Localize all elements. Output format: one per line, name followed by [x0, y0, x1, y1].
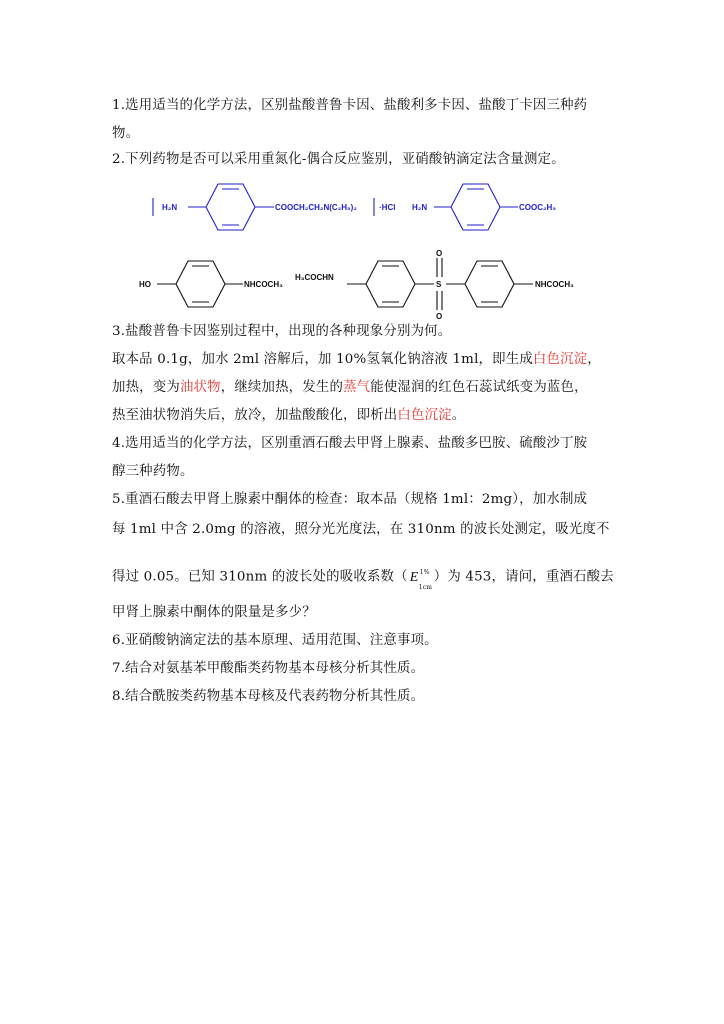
- q3-line3-end: 。: [451, 408, 466, 423]
- question-4-line-2: 醇三种药物。: [112, 464, 194, 479]
- benzene-ring-paracetamol: [176, 261, 225, 307]
- structure-row-2: [135, 246, 595, 324]
- q3-line1-end: ，: [587, 352, 601, 367]
- e-symbol: E: [409, 570, 419, 585]
- procaine-ester-chain: COOCH₂CH₂N(C₂H₅)₂: [275, 203, 357, 212]
- question-5-line-3: [112, 567, 614, 591]
- question-6: 6.亚硝酸钠滴定法的基本原理、适用范围、注意事项。: [112, 633, 438, 648]
- q3-line2-text-a: 加热，变为: [112, 380, 180, 395]
- dapsone-left-acetamido: H₃COCHN: [295, 273, 334, 282]
- q3-line3-text: 热至油状物消失后，放冷，加盐酸酸化，即析出: [112, 408, 398, 423]
- procaine-hcl-salt: ·HCl: [379, 203, 396, 212]
- q3-line1-text: 取本品 0.1g，加水 2ml 溶解后，加 10%氢氧化钠溶液 1ml，即生成: [112, 352, 533, 367]
- sulfonyl-oxygen-top: O: [436, 249, 443, 258]
- procaine-amino-group: H₂N: [162, 203, 178, 212]
- question-8: 8.结合酰胺类药物基本母核及代表药物分析其性质。: [112, 689, 425, 704]
- sulfonyl-sulfur: S: [436, 280, 442, 289]
- question-2-text: 2.下列药物是否可以采用重氮化-偶合反应鉴别，亚硝酸钠滴定法含量测定。: [112, 152, 565, 167]
- q3-highlight-vapor: 蒸气: [343, 380, 371, 395]
- sulfonyl-oxygen-bottom: O: [436, 312, 443, 321]
- benzene-ring-procaine: [206, 184, 255, 230]
- benzene-ring-dapsone-left: [366, 261, 415, 307]
- question-3-line-3: [112, 406, 465, 426]
- q3-highlight-white-precipitate-2: 白色沉淀: [397, 408, 452, 423]
- q5-line3-text-a: 得过 0.05。已知 310nm 的波长处的吸收系数（: [112, 569, 408, 585]
- question-1-line-1: 1.选用适当的化学方法，区别盐酸普鲁卡因、盐酸利多卡因、盐酸丁卡因三种药: [112, 98, 588, 113]
- q3-highlight-oily-substance: 油状物: [179, 380, 221, 395]
- question-5-line-4: 甲肾上腺素中酮体的限量是多少？: [112, 605, 316, 620]
- absorption-coefficient-symbol: [408, 567, 434, 591]
- q3-line2-text-c: 能使湿润的红色石蕊试纸变为蓝色，: [370, 380, 588, 395]
- question-3-title: 3.盐酸普鲁卡因鉴别过程中，出现的各种现象分别为何。: [112, 324, 452, 339]
- question-4-line-1: 4.选用适当的化学方法，区别重酒石酸去甲肾上腺素、盐酸多巴胺、硫酸沙丁胺: [112, 436, 588, 451]
- q3-highlight-white-precipitate: 白色沉淀: [532, 352, 588, 367]
- question-5-line-2: 每 1ml 中含 2.0mg 的溶液，照分光光度法，在 310nm 的波长处测定，吸光度不: [112, 522, 610, 537]
- benzocaine-ester-group: COOC₂H₅: [519, 203, 556, 212]
- structure-procaine-hydrochloride: [150, 178, 570, 240]
- question-5-line-1: 5.重酒石酸去甲肾上腺素中酮体的检查：取本品（规格 1ml：2mg），加水制成: [112, 492, 588, 507]
- question-3-line-1: [112, 350, 601, 370]
- dapsone-right-acetamido: NHCOCH₃: [535, 280, 574, 289]
- benzene-ring-benzocaine: [451, 184, 500, 230]
- question-3-line-2: [112, 378, 588, 398]
- e-subscript: 1cm: [418, 584, 433, 591]
- question-1-line-2: 物。: [112, 126, 140, 141]
- e-superscript: 1%: [419, 569, 430, 576]
- q3-line2-text-b: ，继续加热，发生的: [220, 380, 344, 395]
- q5-line3-text-b: ）为 453，请问，重酒石酸去: [433, 569, 614, 585]
- benzocaine-amino-group: H₂N: [412, 203, 428, 212]
- benzene-ring-dapsone-right: [465, 261, 514, 307]
- paracetamol-hydroxyl: HO: [139, 280, 151, 289]
- question-7: 7.结合对氨基苯甲酸酯类药物基本母核分析其性质。: [112, 661, 425, 676]
- paracetamol-acetamido: NHCOCH₃: [244, 280, 283, 289]
